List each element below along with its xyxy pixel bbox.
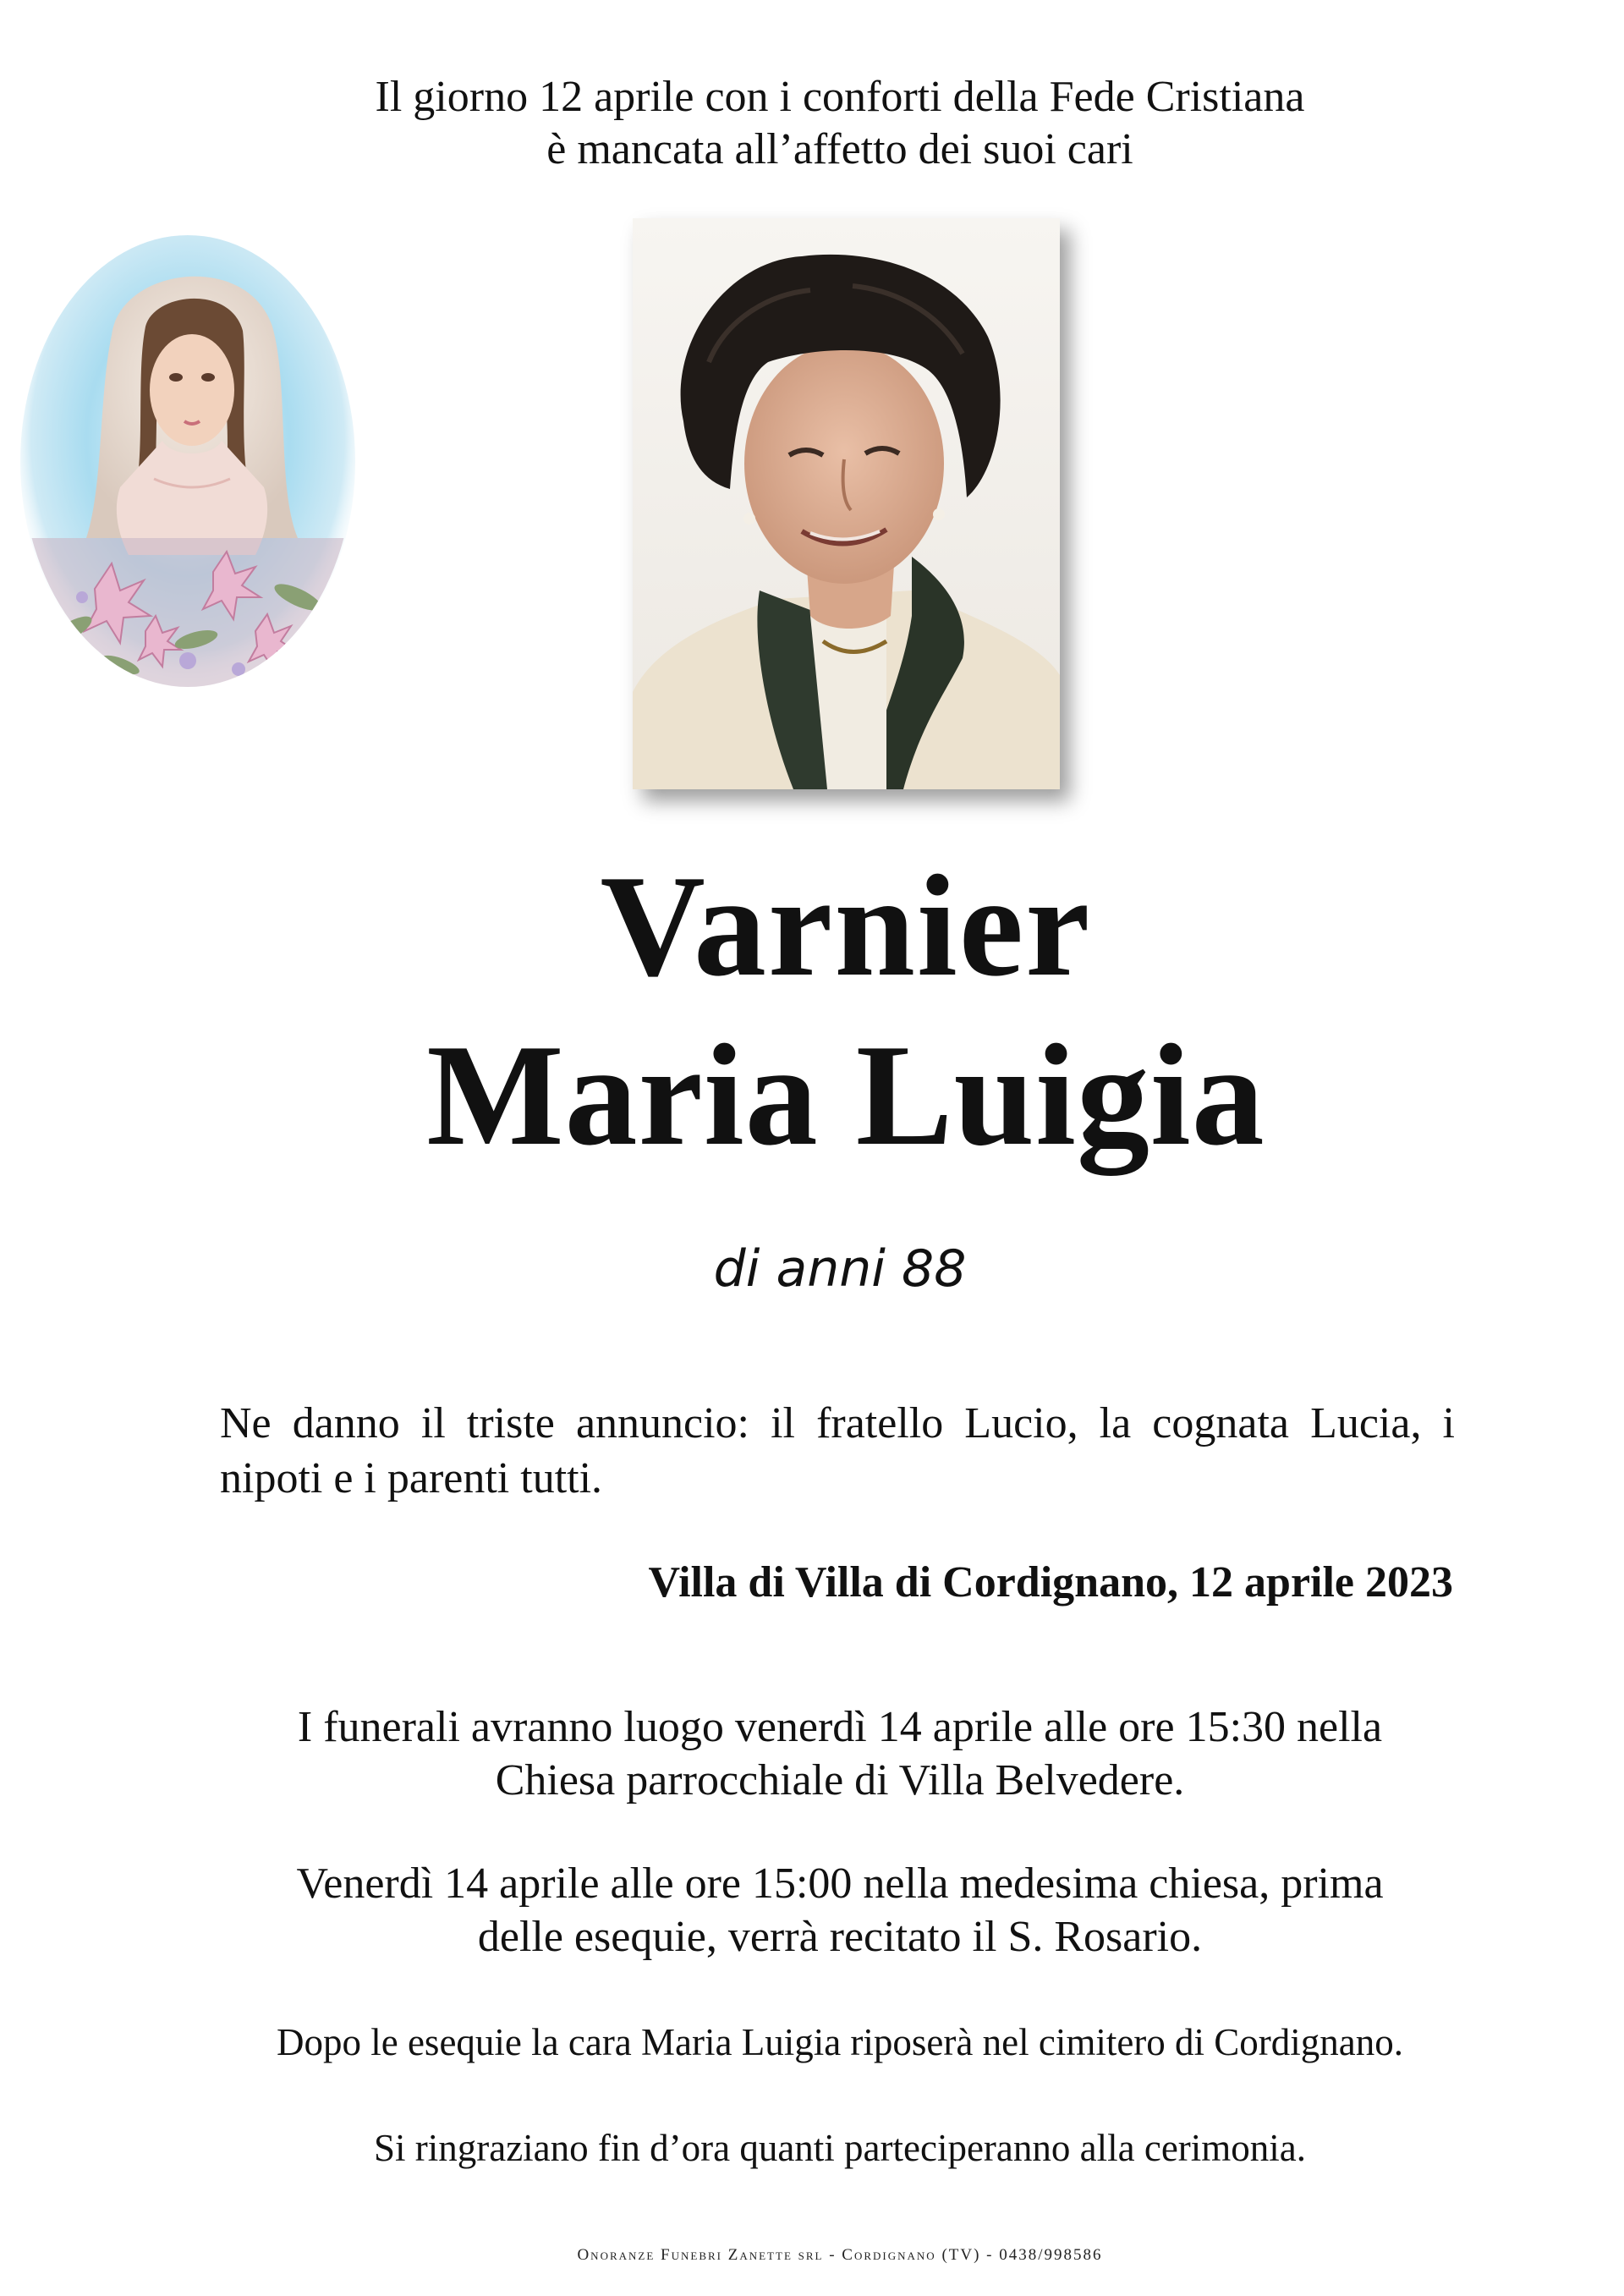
deceased-surname: Varnier (600, 846, 1092, 1007)
place-date: Villa di Villa di Cordignano, 12 aprile 2023 (648, 1558, 1453, 1607)
funeral-home-footer: Onoranze Funebri Zanette srl - Cordignano (TV) - 0438/998586 (577, 2246, 1103, 2264)
age-text: di anni 88 (713, 1239, 967, 1299)
deceased-given-name: Maria Luigia (426, 1015, 1265, 1176)
rosary-line-2: delle esequie, verrà recitato il S. Rosario. (477, 1913, 1203, 1961)
deceased-portrait-photo (633, 218, 1060, 789)
announcement-text: Ne danno il triste annuncio: il fratello Lucio, la cognata Lucia, i nipoti e i parenti tutti. (220, 1399, 1455, 1502)
intro-line-2: è mancata all’affetto dei suoi cari (546, 125, 1133, 173)
intro-text (0, 71, 1624, 176)
burial-info: Dopo le esequie la cara Maria Luigia riposerà nel cimitero di Cordignano. (276, 2021, 1404, 2063)
rosary-line-1: Venerdì 14 aprile alle ore 15:00 nella medesima chiesa, prima (296, 1859, 1384, 1908)
rosary-info (0, 1857, 1624, 1964)
funeral-line-1: I funerali avranno luogo venerdì 14 aprile alle ore 15:30 nella (297, 1703, 1383, 1751)
thanks-text: Si ringraziano fin d’ora quanti parteciperanno alla cerimonia. (373, 2127, 1307, 2169)
funeral-info (0, 1700, 1624, 1807)
intro-line-1: Il giorno 12 aprile con i conforti della Fede Cristiana (375, 73, 1305, 121)
funeral-line-2: Chiesa parrocchiale di Villa Belvedere. (495, 1756, 1185, 1804)
madonna-oval-image (19, 233, 357, 690)
